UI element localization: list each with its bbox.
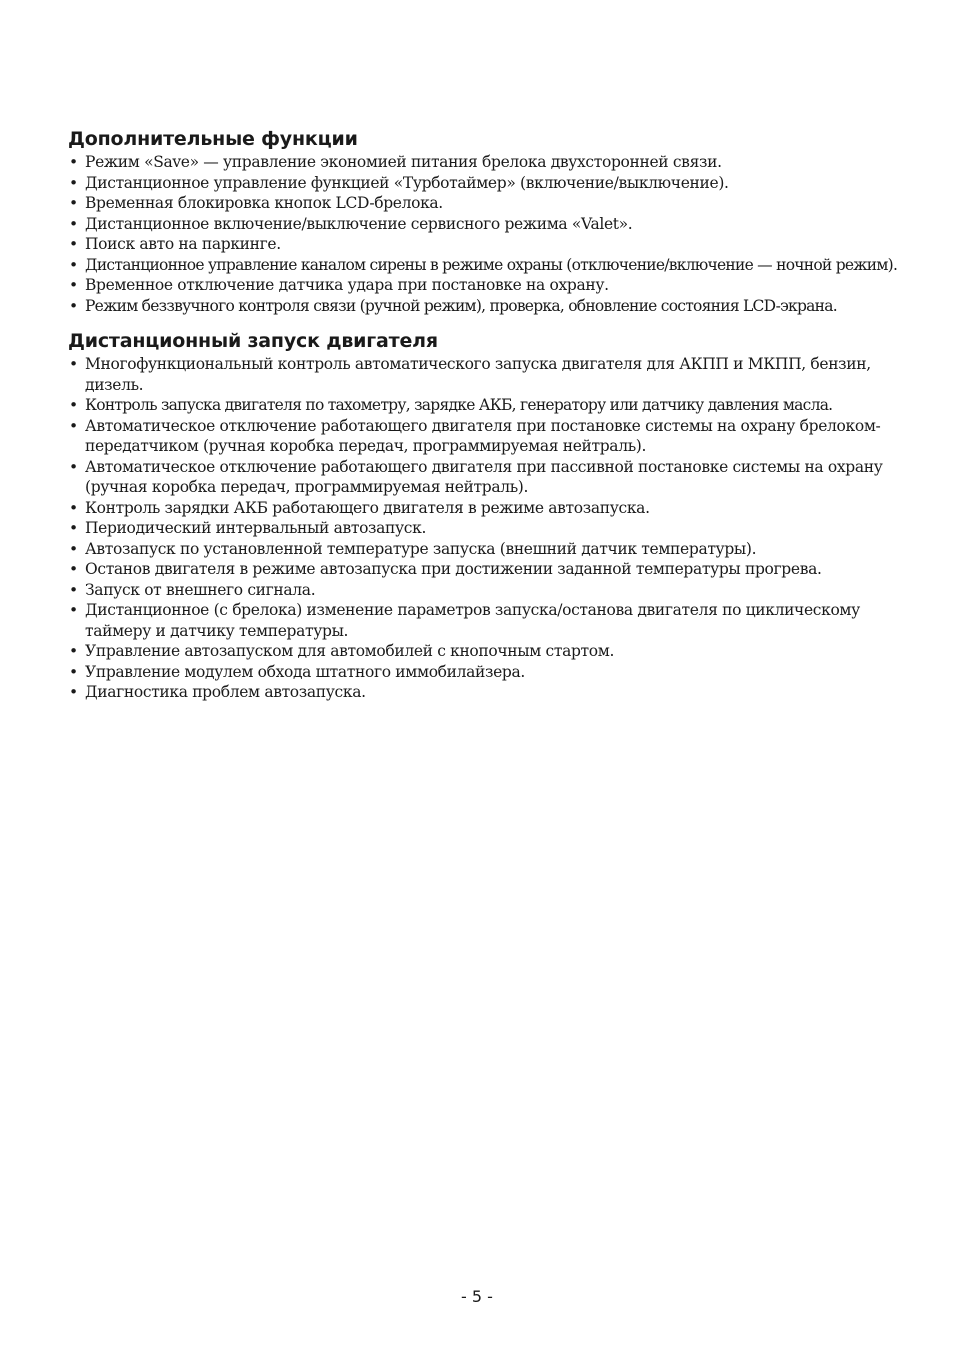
section-title: Дополнительные функции <box>68 128 358 150</box>
list-item: • Запуск от внешнего сигнала. <box>68 580 908 601</box>
list-item: • Автозапуск по установленной температуре запуска (внешний датчик температуры). <box>68 539 908 560</box>
list-item: • Режим беззвучного контроля связи (ручной режим), проверка, обновление состояния LCD-экрана. <box>68 296 908 317</box>
list-item: • Управление модулем обхода штатного иммобилайзера. <box>68 662 908 683</box>
list-item: • Дистанционное включение/выключение сервисного режима «Valet». <box>68 214 908 235</box>
list-item: • Дистанционное управление функцией «Турботаймер» (включение/выключение). <box>68 173 908 194</box>
list-item: • Контроль запуска двигателя по тахометру, зарядке АКБ, генератору или датчику давления масла. <box>68 395 908 416</box>
list-item: • Режим «Save» — управление экономией питания брелока двухсторонней связи. <box>68 152 908 173</box>
section-title: Дистанционный запуск двигателя <box>68 330 438 352</box>
section-additional-functions <box>68 126 908 316</box>
list-item: • Диагностика проблем автозапуска. <box>68 682 908 703</box>
list-item: • Автоматическое отключение работающего двигателя при пассивной постановке системы на охрану (ручная коробка передач, программируемая нейтраль). <box>68 457 908 498</box>
list-item: • Дистанционное (с брелока) изменение параметров запуска/останова двигателя по циклическому таймеру и датчику температуры. <box>68 600 908 641</box>
section-remote-engine-start <box>68 328 908 703</box>
feature-list <box>68 152 908 316</box>
list-item: • Управление автозапуском для автомобилей с кнопочным стартом. <box>68 641 908 662</box>
list-item: • Периодический интервальный автозапуск. <box>68 518 908 539</box>
list-item: • Многофункциональный контроль автоматического запуска двигателя для АКПП и МКПП, бензин, дизель. <box>68 354 908 395</box>
list-item: • Поиск авто на паркинге. <box>68 234 908 255</box>
list-item: • Дистанционное управление каналом сирены в режиме охраны (отключение/включение — ночной режим). <box>68 255 908 276</box>
list-item: • Автоматическое отключение работающего двигателя при постановке системы на охрану брелоком-передатчиком (ручная коробка передач, программируемая нейтраль). <box>68 416 908 457</box>
list-item: • Останов двигателя в режиме автозапуска при достижении заданной температуры прогрева. <box>68 559 908 580</box>
list-item: • Временное отключение датчика удара при постановке на охрану. <box>68 275 908 296</box>
list-item: • Временная блокировка кнопок LCD-брелока. <box>68 193 908 214</box>
document-page <box>68 126 908 703</box>
feature-list <box>68 354 908 703</box>
list-item: • Контроль зарядки АКБ работающего двигателя в режиме автозапуска. <box>68 498 908 519</box>
page-number: - 5 - <box>461 1287 493 1306</box>
